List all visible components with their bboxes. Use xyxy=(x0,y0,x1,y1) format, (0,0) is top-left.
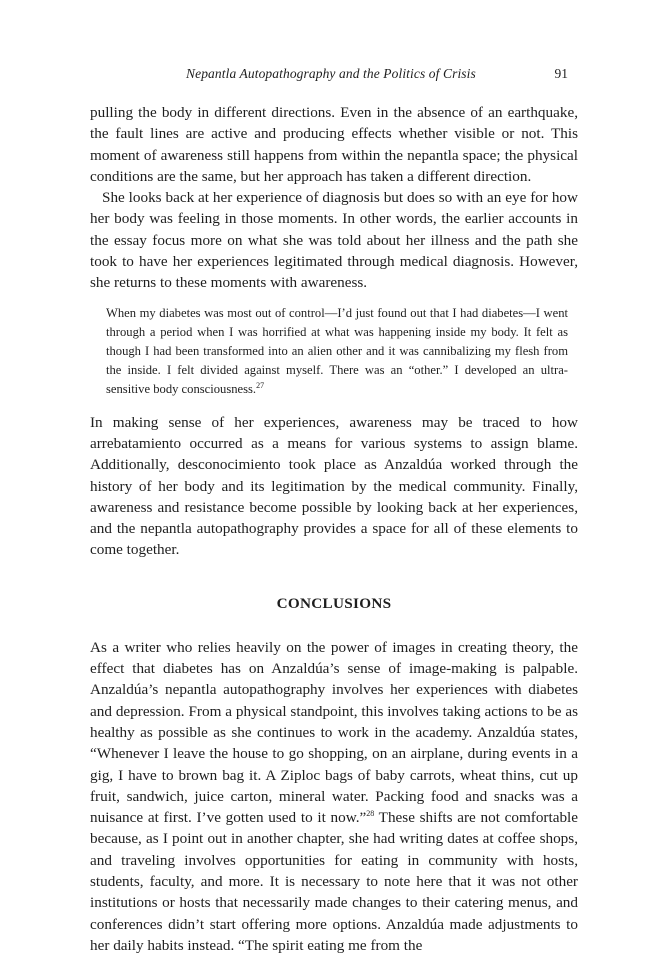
paragraph-1: pulling the body in different directions. Even in the absence of an earthquake, the fault lines are active and producing effects whether visible or not. This moment of awareness still happens from within the nepantla space; the physical conditions are the same, but her approach has taken a different direction. xyxy=(90,104,578,185)
running-title: Nepantla Autopathography and the Politics of Crisis xyxy=(186,66,476,81)
paragraph-4-part-a: As a writer who relies heavily on the power of images in creating theory, the effect that diabetes has on Anzaldúa’s sense of image-making is palpable. Anzaldúa’s nepantla autopathography involves her experiences with diabetes and depression. From a physical standpoint, this involves taking actions to be as healthy as possible as she continues to work in the academy. Anzaldúa states, “Whenever I leave the house to go shopping, on an airplane, during events in a gig, I have to brown bag it. A Ziploc bags of baby carrots, wheat thins, cut up fruit, sandwich, juice carton, mineral water. Packing food and snacks was a nuisance at first. I’ve gotten used to it now.” xyxy=(90,638,578,827)
block-quote-text: When my diabetes was most out of control—I’d just found out that I had diabetes—I went through a period when I was horrified at what was happening inside my body. It felt as though I had been transformed into an alien other and it was cannibalizing my flesh from the inside. I felt divided against myself. There was an “other.” I developed an ultra-sensitive body consciousness. xyxy=(106,305,568,397)
section-heading: CONCLUSIONS xyxy=(276,594,392,612)
footnote-ref-28: 28 xyxy=(366,809,375,819)
paragraph-4 xyxy=(90,637,578,956)
document-page xyxy=(90,64,578,956)
block-quote xyxy=(106,304,568,400)
running-header xyxy=(90,64,578,86)
footnote-ref-27: 27 xyxy=(256,381,265,391)
page-number: 91 xyxy=(554,66,568,81)
paragraph-2: She looks back at her experience of diagnosis but does so with an eye for how her body was feeling in those moments. In other words, the earlier accounts in the essay focus more on what she was told about her illness and the path she took to have her experiences legitimated through medical diagnosis. However, she returns to these moments with awareness. xyxy=(90,189,578,292)
paragraph-3: In making sense of her experiences, awareness may be traced to how arrebatamiento occurred as a means for various systems to assign blame. Additionally, desconocimiento took place as Anzaldúa worked through the history of her body and its legitimation by the medical community. Finally, awareness and resistance become possible by looking back at her experiences, and the nepantla autopathography provides a space for all of these elements to come together. xyxy=(90,413,578,559)
paragraph-4-part-b: These shifts are not comfortable because, as I point out in another chapter, she had writing dates at coffee shops, and traveling involves opportunities for eating in community with hosts, students, faculty, and more. It is necessary to note here that it was not other institutions or hosts that necessarily made changes to their catering menus, and conferences didn’t start offering more options. Anzaldúa made adjustments to her daily habits instead. “The spirit eating me from the xyxy=(90,809,578,954)
